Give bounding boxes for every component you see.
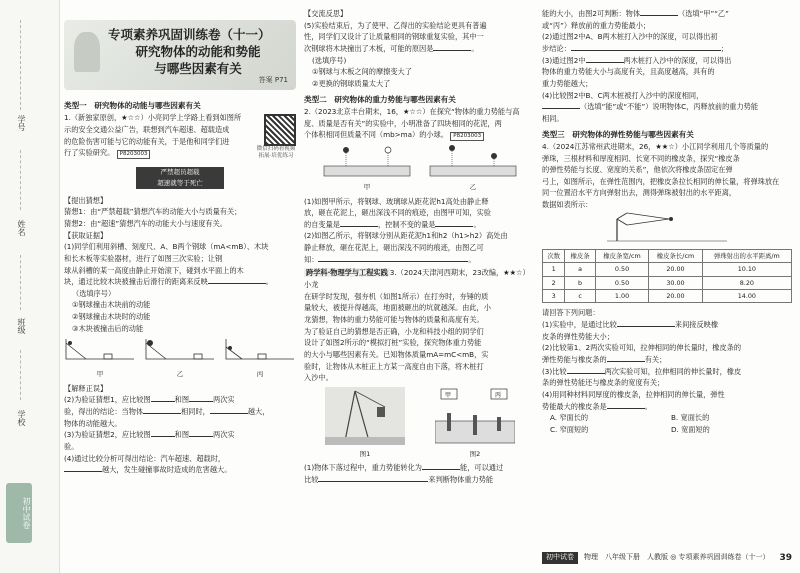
answer-blank[interactable]	[64, 464, 102, 472]
table-cell: 20.00	[649, 289, 702, 302]
dash-line	[20, 350, 21, 400]
slingshot-figure	[542, 211, 792, 245]
margin-label-class: 班级	[16, 318, 26, 334]
q-text: 物体的重力势能大小与高度有关，且高度越高，具有的	[542, 67, 715, 77]
q4-line: 弹珠，三根材料和厚度相同、长宽不同的橡皮条，探究“橡皮条	[542, 153, 740, 163]
figure-label: 甲	[363, 183, 371, 191]
answer-blank[interactable]	[586, 55, 624, 63]
section-type-3: 类型三 研究物体的弹性势能与哪些因素有关	[542, 129, 694, 139]
evidence-line: 块，通过比较木块被撞击后滑行的距离来反映	[64, 277, 208, 287]
answer-blank[interactable]	[607, 401, 645, 409]
q3-line: 的大小与哪些因素有关。已知物体质量mA=mC<mB，实	[304, 350, 489, 360]
q-text: (3)比较	[542, 366, 567, 376]
q4-line: 弓上，如图所示，在弹性范围内，把橡皮条拉长相同的伸长量，将弹珠放在	[542, 176, 780, 186]
answer-blank[interactable]	[151, 429, 175, 437]
page-footer	[542, 551, 792, 565]
q3-line: 为了验证自己的猜想是否正确，小龙和科技小组的同学们	[304, 326, 484, 336]
q-text: ；	[720, 43, 728, 53]
q3-line: 龙猜想，物体的重力势能可能与物体的质量和高度有关。	[304, 315, 484, 325]
q2-line: 度、质量是否有关”的实验中，小明准备了四块相同的花泥，两	[304, 118, 502, 128]
table-cell: 3	[543, 289, 565, 302]
q-text: (4)用同种材料同厚度的橡皮条，拉伸相同的伸长量，弹性	[542, 389, 725, 399]
q3-line: 入沙中。	[304, 373, 333, 383]
choice-d[interactable]: D. 宽面短的	[671, 424, 710, 434]
q-text: ，控制不变的量是	[377, 219, 436, 229]
evidence-heading: 【获取证据】	[64, 230, 108, 240]
table-cell: 30.00	[649, 276, 702, 289]
q4-line: 同一位置沿水平方向弹射出去，测得弹珠被射出的水平距离，	[542, 188, 737, 198]
hypothesis-2: 猜想2：由“超速”猜想汽车的动能大小与速度有关。	[64, 218, 227, 228]
answer-blank[interactable]	[151, 394, 175, 402]
q-text: 的自变量是	[304, 219, 340, 229]
question-3	[304, 267, 536, 485]
q-text: 请回答下列问题：	[542, 308, 600, 318]
q4-line: 4.（2024江苏常州武进期末，26，★★☆）小江同学利用几个等质量的	[542, 141, 769, 151]
q-text: 越大，	[247, 406, 270, 416]
margin-label-name: 姓名	[16, 220, 26, 236]
answer-page-tag: 答案 P71	[258, 75, 288, 84]
answer-blank[interactable]	[433, 43, 471, 51]
q-text: (选填序号)	[312, 55, 347, 65]
evidence-line: 球从斜槽的某一高度由静止开始滚下，碰到水平面上的木	[64, 265, 244, 275]
dash-line	[20, 150, 21, 210]
table-row	[543, 276, 792, 289]
q-text: 两次实	[213, 430, 235, 440]
q-text: （选填“能”或“不能”）说明物体C，丙释放前的重力势能	[580, 102, 759, 112]
q-text: (1)物体下落过程中，重力势能转化为	[304, 463, 422, 473]
clay-diagram-jia	[322, 144, 412, 178]
q-text: (3)为验证猜想2，应比较图	[64, 430, 151, 440]
ramp-diagram-c	[224, 337, 296, 365]
margin-label-school: 学校	[16, 410, 26, 426]
table-header: 次数	[543, 249, 565, 262]
table-header: 橡皮条	[565, 249, 595, 262]
q-text: (3)通过图2中	[542, 55, 586, 65]
q-text: (2)比较第1、2两次实验可知，拉伸相同的伸长量时，橡皮条的	[542, 343, 742, 353]
hypothesis-1: 猜想1：由“严禁超载”猜想汽车的动能大小与质量有关；	[64, 207, 242, 217]
q-text: 势能最大的橡皮条是	[542, 401, 607, 411]
table-header: 弹珠射出的水平距离/m	[702, 249, 791, 262]
q-text: 两次实验可知，拉伸相同的伸长量时，橡皮	[604, 366, 742, 376]
q4-line: 数据如表所示：	[542, 200, 593, 210]
hypothesis-heading: 【提出猜想】	[64, 195, 108, 205]
q-text: (1)实验中，是通过比较	[542, 319, 617, 329]
q-text: 。	[473, 219, 481, 229]
option-heading: （选填序号）	[72, 288, 116, 298]
answer-blank[interactable]	[640, 8, 678, 16]
pile-model-diagram	[435, 387, 515, 445]
q-text: 或“丙”）释放前的重力势能最小；	[542, 20, 651, 30]
option-2: ②更换的钢球质量太大了	[312, 78, 391, 88]
q1-line: 示的安全交通公益广告，联想到汽车超速、超载造成	[64, 124, 230, 134]
q-text: (4)通过比较分析可得出结论：汽车超速、超载时，	[64, 453, 226, 463]
answer-blank[interactable]	[435, 219, 473, 227]
choice-c[interactable]: C. 窄面短的	[550, 424, 589, 434]
figure-jia	[322, 144, 412, 192]
option-1: ①钢球撞击木块前的动能	[72, 300, 151, 310]
q-text: 有关；	[644, 354, 667, 364]
ad-line: 超速就等于死亡	[157, 178, 203, 187]
q-text: 重力势能越大；	[542, 78, 593, 88]
q-text: 相同时，	[181, 406, 210, 416]
table-cell: 1.00	[595, 289, 648, 302]
explain-heading: 【解释正误】	[64, 383, 108, 393]
option-2: ②钢球撞击木块时的动能	[72, 312, 151, 322]
q3-line: 在研学时发现，强夯机（如图1所示）在打夯时，夯锤的质	[304, 291, 489, 301]
footer-text: 物理 八年级下册 人教版 ◎ 专项素养巩固训练卷（十一）	[584, 553, 770, 562]
binding-margin	[0, 0, 60, 573]
table-cell: 20.00	[649, 263, 702, 276]
answer-blank[interactable]	[422, 462, 460, 470]
answer-blank[interactable]	[143, 406, 181, 414]
q-text: 来判断物体重力势能	[428, 474, 494, 484]
q-text: 比较	[304, 474, 319, 484]
answer-blank[interactable]	[567, 366, 605, 374]
table-cell: 10.10	[702, 263, 791, 276]
q3-line: 设计了如图2所示的“模拟打桩”实验，探究物体重力势能	[304, 338, 482, 348]
choice-a[interactable]: A. 窄面长的	[550, 413, 589, 423]
q2-line: 个体积相同但质量不同（mb>ma）的小球。	[304, 130, 448, 140]
q-text: 越大，发生碰撞事故时造成的危害越大。	[102, 465, 232, 475]
section-type-1: 类型一 研究物体的动能与哪些因素有关	[64, 101, 201, 110]
question-2	[304, 106, 536, 266]
table-row	[543, 289, 792, 302]
answer-blank[interactable]	[318, 254, 468, 262]
clay-drop-figures	[304, 144, 536, 192]
table-cell: c	[565, 289, 595, 302]
figure-yi	[428, 144, 518, 192]
figure-label: 图1	[359, 449, 371, 458]
option-1: ①钢球与木板之间的摩擦变大了	[312, 67, 412, 77]
table-cell: 0.50	[595, 263, 648, 276]
table-header: 橡皮条长/cm	[649, 249, 702, 262]
q2-line: 2.（2023北京丰台期末，16，★☆☆）在探究“物体的重力势能与高	[304, 106, 520, 116]
figure-label: 乙	[176, 370, 184, 379]
ramp-diagram-a	[64, 337, 136, 365]
q-text: 放，砸在花泥上，砸出深浅不同的痕迹，由图甲可知，实验	[304, 208, 491, 218]
q-text: 。	[644, 401, 652, 411]
answer-blank[interactable]	[571, 43, 721, 51]
q-text: (5)实验结束后，为了使甲、乙得出的实验结论更具有普遍	[304, 20, 487, 30]
q-text: 知：	[304, 254, 319, 264]
page-number: 39	[779, 552, 792, 563]
table-cell: 0.50	[595, 276, 648, 289]
q-text: 静止释放，砸在花泥上，砸出深浅不同的痕迹，由图乙可	[304, 243, 484, 253]
q-text: (2)为验证猜想1，应比较图	[64, 395, 151, 405]
q-text: 能的大小，由图2可判断：物体	[542, 9, 641, 18]
q3-line: 验时，让物体从木桩正上方某一高度自由下落，将木桩打	[304, 361, 484, 371]
banner-subtitle-1: 研究物体的动能和势能	[135, 44, 261, 60]
choice-row	[542, 424, 792, 436]
footer-brand: 初中试卷	[542, 552, 578, 563]
answer-blank[interactable]	[340, 219, 378, 227]
q3-line: 3.（2024天津河西期末，23改编，★★☆）小龙	[304, 268, 530, 290]
q-text: 性，同学们又设计了让质量相同的钢球重复实验，其中一	[304, 32, 484, 42]
table-cell: 14.00	[702, 289, 791, 302]
table-cell: 8.20	[702, 276, 791, 289]
box-label-bing: 丙	[495, 392, 502, 400]
column-3	[542, 0, 792, 436]
section-type-2: 类型二 研究物体的重力势能与哪些因素有关	[304, 94, 456, 104]
q-text: 次钢球将木块撞出了木板，可能的原因是	[304, 43, 434, 53]
table-cell: b	[565, 276, 595, 289]
figure-1	[325, 387, 405, 459]
figure-a	[64, 337, 136, 379]
box-label-jia: 甲	[445, 392, 452, 400]
q-text: 物体的动能越大。	[64, 418, 122, 428]
choice-row	[542, 412, 792, 424]
margin-brand-logo: 初中试卷	[6, 483, 32, 543]
column-1	[64, 0, 296, 476]
q2-code: P8203003	[450, 132, 484, 141]
table-cell: 1	[543, 263, 565, 276]
q-text: (2)如图乙所示，将钢球分别从距花泥h1和h2（h1>h2）高处由	[304, 231, 508, 241]
column-2	[304, 0, 536, 486]
q-text: 两次实	[213, 395, 235, 405]
q1-line: 1.（新独家原创，★☆☆）小亮同学上学路上看到如图所	[64, 113, 242, 123]
q-text: 相同。	[542, 113, 564, 123]
q-text: 步结论：	[542, 43, 571, 53]
ad-line: 严禁超员超载	[160, 167, 200, 176]
answer-blank[interactable]	[189, 394, 213, 402]
table-header-row	[543, 249, 792, 262]
q-text: 。	[471, 43, 479, 53]
q-text: 皮条的弹性势能大小；	[542, 331, 614, 341]
evidence-line: (1)同学们利用斜槽、刻度尺、A、B两个钢球（mA<mB）、木块	[64, 242, 269, 252]
q-text: （选填“甲”“乙”	[678, 9, 729, 18]
pile-driver-figures	[304, 387, 536, 459]
q-text: (1)如图甲所示，将钢球、玻璃球从距花泥h1高处由静止释	[304, 196, 489, 206]
dash-line	[20, 20, 21, 110]
reflection-heading: 【交流反思】	[304, 9, 348, 18]
answer-blank[interactable]	[542, 101, 580, 109]
q-text: 能，可以通过	[460, 463, 504, 473]
q-text: 和图	[174, 430, 190, 440]
figure-b	[144, 337, 216, 379]
figure-2	[435, 387, 515, 459]
ramp-diagram-b	[144, 337, 216, 365]
qr-caption: 微信扫码看视频 拓展·培优练习	[256, 146, 296, 160]
q-text: 。	[468, 254, 476, 264]
answer-blank[interactable]	[189, 429, 213, 437]
table-row	[543, 263, 792, 276]
margin-label-student-id: 学号	[16, 115, 26, 131]
q1-code: P8203003	[117, 150, 151, 159]
evidence-line: 和长木板等实验器材，进行了如图三次实验；让钢	[64, 253, 223, 263]
qr-code-icon[interactable]	[264, 114, 296, 146]
figure-c	[224, 337, 296, 379]
q-text: 弹性势能与橡皮条的	[542, 354, 607, 364]
q1-line: 的危险伤害可能与它的动能有关，于是他和同学们进	[64, 136, 230, 146]
answer-blank[interactable]	[208, 276, 266, 284]
answer-blank[interactable]	[318, 474, 428, 482]
question-1	[64, 112, 296, 476]
pile-driver-photo	[325, 387, 405, 445]
evidence-line: 。	[265, 277, 273, 287]
figure-label: 图2	[469, 449, 481, 458]
figure-label: 乙	[469, 183, 477, 191]
q1-line: 行了实验研究。	[64, 148, 115, 158]
q4-line: 的弹性势能与长度、宽度的关系”，他依次将橡皮条固定在弹	[542, 165, 733, 175]
question-4	[542, 141, 792, 436]
q-text: 验，得出的结论：当物体	[64, 406, 144, 416]
clay-diagram-yi	[428, 144, 518, 178]
table-cell: a	[565, 263, 595, 276]
q3-line: 量较大，被提升得越高，地面被砸出的坑就越深。由此，小	[304, 303, 491, 313]
answer-blank[interactable]	[617, 319, 675, 327]
choice-b[interactable]: B. 宽面长的	[671, 413, 710, 423]
table-cell: 2	[543, 276, 565, 289]
cross-discipline-tag: 跨学科·物理学与工程实践	[306, 268, 388, 278]
q-text: (4)比较图2中B、C两木桩被打入沙中的深度相同，	[542, 90, 704, 100]
slingshot-diagram	[607, 211, 727, 245]
q-text: 验。	[64, 441, 79, 451]
q-text: 条的弹性势能还与橡皮条的宽度有关；	[542, 378, 665, 388]
traffic-ad-image	[136, 167, 224, 189]
rocket-icon	[74, 32, 100, 72]
q-text: 和图	[174, 395, 190, 405]
figure-label: 丙	[256, 370, 264, 379]
banner-title: 专项素养巩固训练卷（十一）	[108, 27, 271, 42]
banner-subtitle-2: 与哪些因素有关	[154, 61, 242, 76]
dash-line	[20, 255, 21, 310]
figure-label: 甲	[96, 370, 104, 379]
ramp-experiment-figures	[64, 337, 296, 379]
q-text: (2)通过图2中A、B两木桩打入沙中的深度，可以得出初	[542, 32, 718, 42]
q-text: 来间接反映橡	[674, 319, 719, 329]
answer-blank[interactable]	[607, 354, 645, 362]
title-banner	[64, 20, 296, 90]
option-3: ③木块被撞击后的动能	[72, 323, 144, 333]
q-text: 两木桩打入沙中的深度，可以得出	[623, 55, 732, 65]
answer-blank[interactable]	[210, 406, 248, 414]
rubber-band-data-table	[542, 249, 792, 304]
table-header: 橡皮条宽/cm	[595, 249, 648, 262]
